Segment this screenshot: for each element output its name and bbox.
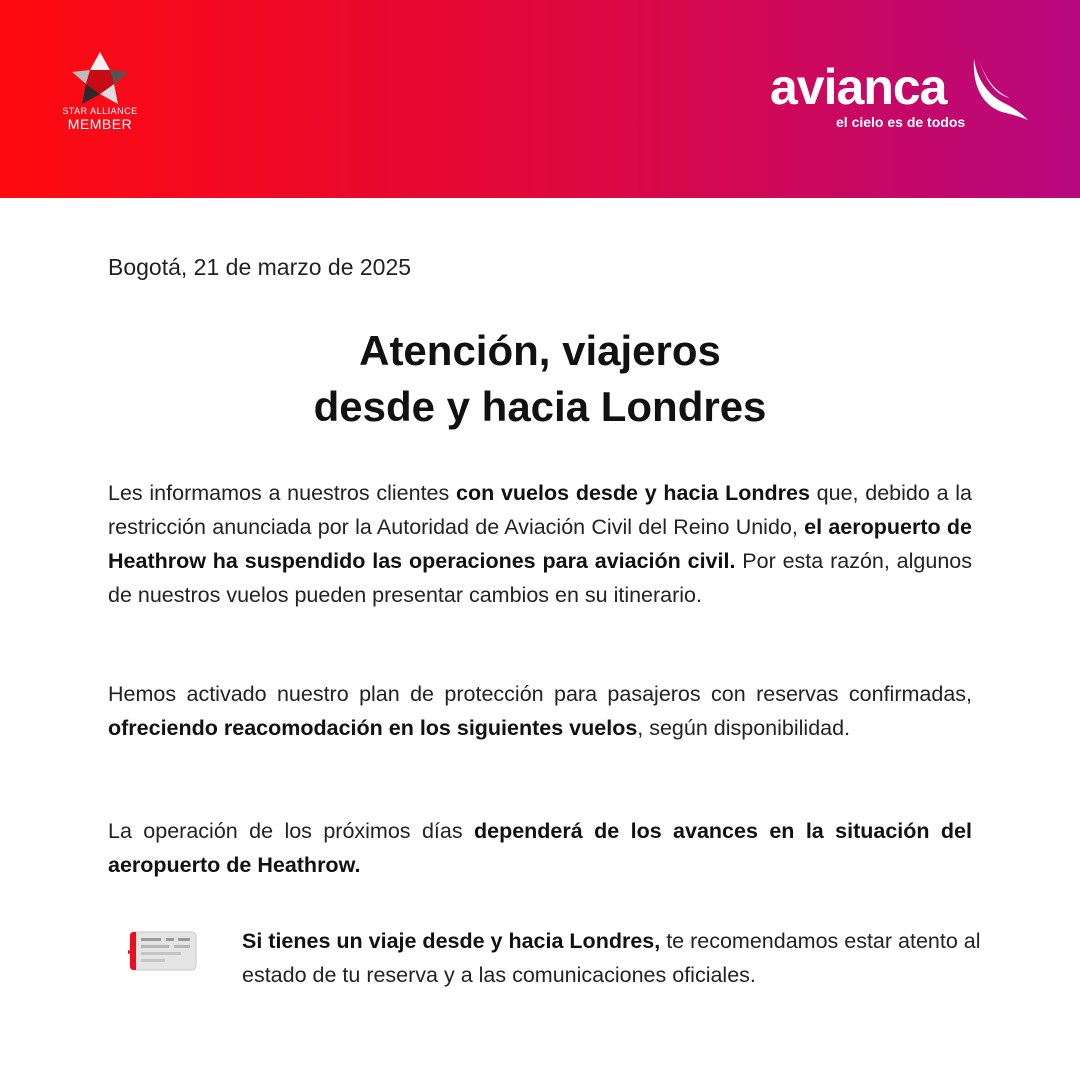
star-alliance-icon — [70, 50, 130, 106]
paragraph-heathrow-suspension — [108, 476, 972, 612]
bird-icon — [966, 56, 1030, 122]
brand-name: avianca — [770, 59, 947, 115]
text-run: , según disponibilidad. — [637, 716, 851, 740]
title-line2: desde y hacia Londres — [313, 383, 767, 430]
page-title — [0, 323, 1080, 435]
brand-tagline: el cielo es de todos — [836, 114, 966, 130]
star-alliance-logo — [52, 50, 148, 136]
text-run: Por esta razón, algunos de nuestros vuelos pueden presentar cambios en su itinerario. — [108, 549, 972, 607]
paragraph-protection-plan — [108, 677, 972, 745]
title-line1: Atención, viajeros — [359, 327, 721, 374]
bold-run: Si tienes un viaje desde y hacia Londres, — [242, 929, 661, 953]
travel-advice-note — [242, 924, 982, 992]
bold-run: con vuelos desde y hacia Londres — [456, 481, 810, 505]
bold-run: dependerá de los avances en la situación del aeropuerto de Heathrow. — [108, 819, 972, 877]
bold-run: ofreciendo reacomodación en los siguientes vuelos — [108, 716, 638, 740]
avianca-logo — [770, 56, 1040, 136]
text-run: que, debido a la restricción anunciada por la Autoridad de Aviación Civil del Reino Unido, — [108, 481, 972, 539]
text-run: te recomendamos estar atento al estado de tu reserva y a las comunicaciones oficiales. — [242, 929, 981, 987]
paragraph-operations — [108, 814, 972, 882]
alliance-line1: STAR ALLIANCE — [62, 106, 138, 116]
bold-run: el aeropuerto de Heathrow ha suspendido las operaciones para aviación civil. — [108, 515, 972, 573]
alliance-line2: MEMBER — [67, 116, 133, 132]
header-banner — [0, 0, 1080, 198]
text-run: La operación de los próximos días — [108, 819, 474, 843]
press-release-date: Bogotá, 21 de marzo de 2025 — [108, 254, 412, 280]
ticket-icon — [128, 930, 198, 974]
text-run: Hemos activado nuestro plan de protección para pasajeros con reservas confirmadas, — [108, 682, 972, 706]
text-run: Les informamos a nuestros clientes — [108, 481, 456, 505]
